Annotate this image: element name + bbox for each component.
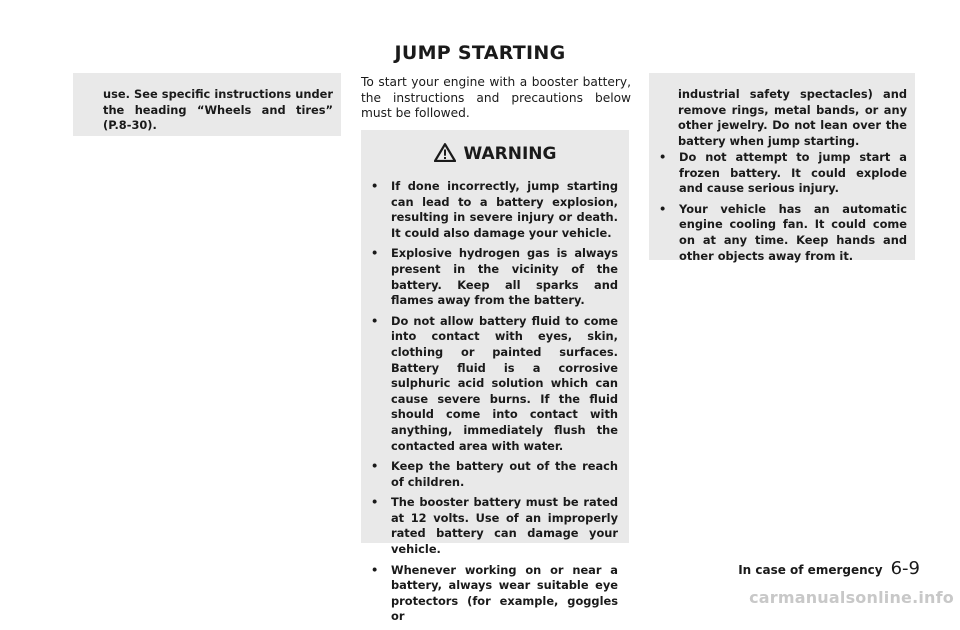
bullet: • — [371, 313, 379, 328]
list-item — [369, 179, 618, 241]
warning-continuation-text: industrial safety spectacles) and remove rings, metal bands, or any other jewelry. Do not lean over the battery when jump starting. — [678, 87, 907, 148]
list-item-text: Keep the battery out of the reach of children. — [391, 459, 618, 489]
bullet: • — [371, 179, 379, 193]
list-item — [369, 459, 618, 490]
watermark: carmanualsonline.info — [749, 588, 954, 607]
list-item — [369, 246, 618, 308]
bullet: • — [659, 150, 667, 164]
list-item — [369, 314, 618, 454]
bullet: • — [371, 495, 379, 510]
list-item-text: Whenever working on or near a battery, always wear suitable eye protectors (for example, goggles or — [391, 562, 618, 624]
list-item — [369, 495, 618, 557]
bullet: • — [659, 201, 667, 216]
list-item-text: Explosive hydrogen gas is always present in the vicinity of the battery. Keep all sparks and flames away from the battery. — [391, 246, 618, 308]
bullet: • — [371, 246, 379, 261]
list-item-text: Do not attempt to jump start a frozen battery. It could explode and cause serious injury. — [679, 150, 907, 196]
page-footer — [738, 558, 920, 579]
warning-heading — [361, 142, 629, 166]
warning-list-continued — [657, 150, 907, 269]
bullet: • — [371, 562, 379, 577]
footer-section-name: In case of emergency — [738, 563, 883, 577]
list-item-text: Do not allow battery fluid to come into contact with eyes, skin, clothing or painted surfaces. Battery fluid is a corrosive sulphuric acid solution which can cause severe burns. If the fluid should come into contact with anything, immediately flush the contacted area with water. — [391, 313, 618, 453]
warning-triangle-icon — [434, 143, 456, 162]
page-title: JUMP STARTING — [394, 42, 566, 64]
warning-label: WARNING — [463, 144, 557, 164]
bullet: • — [371, 459, 379, 474]
list-item-text: Your vehicle has an automatic engine cooling fan. It could come on at any time. Keep hands and other objects away from it. — [679, 201, 907, 263]
intro-paragraph: To start your engine with a booster battery, the instructions and precautions below must be followed. — [361, 75, 631, 121]
list-item — [657, 150, 907, 197]
warning-list — [369, 179, 618, 630]
list-item — [369, 563, 618, 625]
page-number: 6-9 — [890, 558, 920, 579]
list-item-text: If done incorrectly, jump starting can lead to a battery explosion, resulting in severe injury or death. It could also damage your vehicle. — [391, 179, 618, 240]
left-note-text: use. See specific instructions under the heading “Wheels and tires” (P.8-30). — [103, 87, 333, 133]
list-item-text: The booster battery must be rated at 12 volts. Use of an improperly rated battery can damage your vehicle. — [391, 495, 618, 557]
list-item — [657, 202, 907, 264]
